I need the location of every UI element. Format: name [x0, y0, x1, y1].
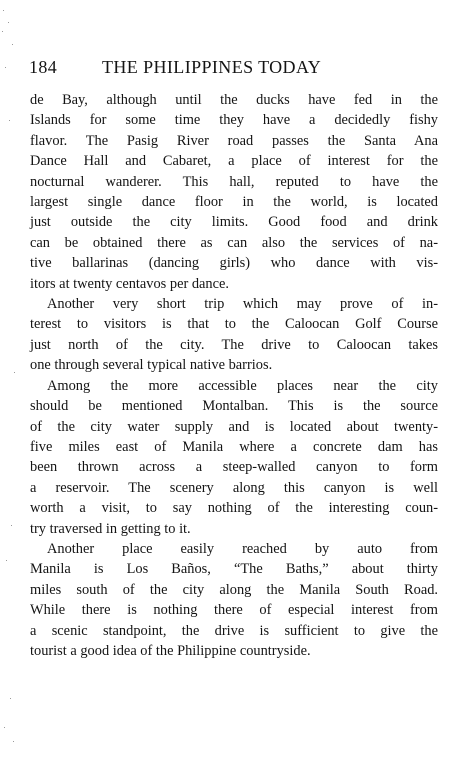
- page-header: [25, 57, 441, 79]
- text-line: nocturnal wanderer. This hall, reputed to have the: [30, 173, 438, 190]
- text-line: a scenic standpoint, the drive is sufficient to give the: [30, 622, 438, 639]
- text-line: terest to visitors is that to the Caloocan Golf Course: [30, 316, 438, 333]
- text-line: five miles east of Manila where a concrete dam has: [30, 438, 438, 455]
- text-line: a reservoir. The scenery along this canyon is well: [30, 479, 438, 496]
- text-line: can be obtained there as can also the services of na-: [30, 234, 438, 251]
- text-line: try traversed in getting to it.: [30, 520, 191, 537]
- text-line: just north of the city. The drive to Caloocan takes: [30, 336, 438, 353]
- text-line: While there is nothing there of especial interest from: [30, 602, 438, 619]
- text-line: flavor. The Pasig River road passes the Santa Ana: [30, 132, 438, 149]
- paragraph: [30, 90, 438, 294]
- text-line: worth a visit, to say nothing of the interesting coun-: [30, 500, 438, 517]
- text-line: of the city water supply and is located about twenty-: [30, 418, 438, 435]
- page-number: 184: [29, 57, 58, 77]
- text-line: Among the more accessible places near the city: [47, 377, 438, 394]
- text-line: tourist a good idea of the Philippine countryside.: [30, 642, 311, 659]
- body-text: [30, 90, 438, 661]
- paragraph: [30, 376, 438, 539]
- paragraph: [30, 294, 438, 376]
- text-line: miles south of the city along the Manila South Road.: [30, 581, 438, 598]
- text-line: de Bay, although until the ducks have fed in the: [30, 92, 438, 108]
- text-line: Another very short trip which may prove of in-: [47, 296, 438, 313]
- text-line: Islands for some time they have a decidedly fishy: [30, 112, 438, 129]
- text-line: been thrown across a steep-walled canyon to form: [30, 459, 438, 476]
- text-line: tive ballarinas (dancing girls) who dance with vis-: [30, 255, 438, 272]
- text-line: should be mentioned Montalban. This is the source: [30, 398, 438, 415]
- text-line: Dance Hall and Cabaret, a place of interest for the: [30, 153, 438, 170]
- text-line: just outside the city limits. Good food and drink: [30, 214, 438, 231]
- text-line: itors at twenty centavos per dance.: [30, 275, 229, 292]
- text-line: largest single dance floor in the world, is located: [30, 194, 438, 211]
- paragraph: [30, 539, 438, 661]
- text-line: Manila is Los Baños, “The Baths,” about thirty: [30, 561, 438, 578]
- text-line: Another place easily reached by auto from: [47, 540, 438, 557]
- text-line: one through several typical native barrios.: [30, 357, 273, 374]
- running-title: THE PHILIPPINES TODAY: [102, 57, 322, 77]
